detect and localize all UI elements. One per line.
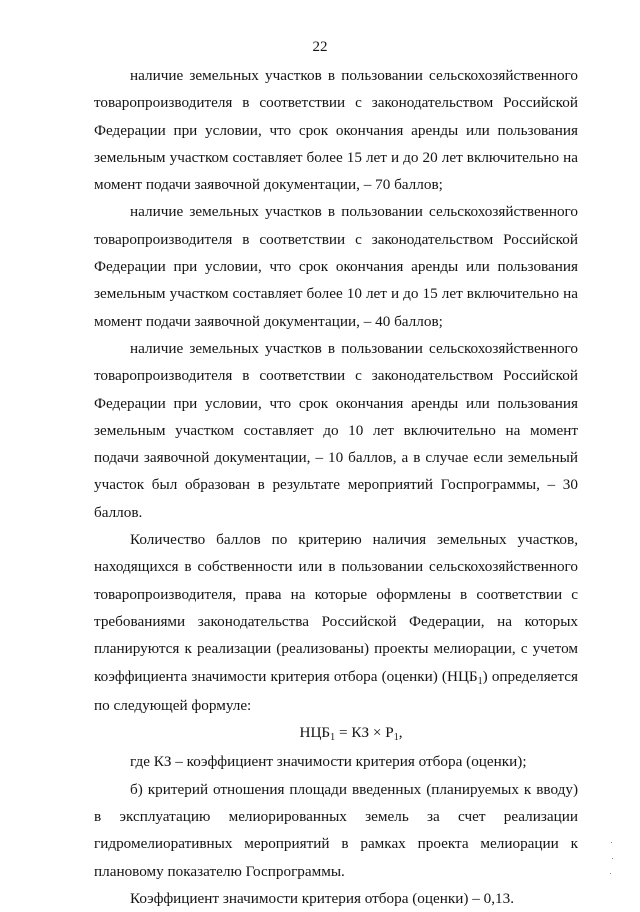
formula-lhs-subscript: 1 xyxy=(330,732,336,744)
criterion-b: б) критерий отношения площади введенных (планируемых к вводу) в эксплуатацию мелиорированных земель за счет реализации гидромелиоративных мероприятий в рамках проекта мелиорации к плановому показателю Госпрограммы. xyxy=(94,780,578,880)
scan-speck xyxy=(610,873,611,874)
coefficient-line: Коэффициент значимости критерия отбора (оценки) – 0,13. xyxy=(130,889,515,907)
paragraph-land-10-15: наличие земельных участков в пользовании сельскохозяйственного товаропроизводителя в соответствии с законодательством Российской Федерации при условии, что срок окончания аренды или пользования земельным участком составляет более 10 лет и до 15 лет включительно на момент подачи заявочной документации, – 40 баллов; xyxy=(94,203,578,330)
formula-rhs: = КЗ × Р xyxy=(335,724,394,742)
formula-lhs: НЦБ xyxy=(299,724,331,742)
paragraph-land-upto-10: наличие земельных участков в пользовании сельскохозяйственного товаропроизводителя в соответствии с законодательством Российской Федерации при условии, что срок окончания аренды или пользования земельным участком составляет до 10 лет включительно на момент подачи заявочной документации, – 10 баллов, а в случае если земельный участок был образован в результате мероприятий Госпрограммы, – 30 баллов. xyxy=(94,339,578,521)
document-body xyxy=(94,62,578,912)
formula-tail: , xyxy=(398,724,403,742)
scan-speck xyxy=(611,842,612,843)
formula xyxy=(94,719,578,748)
scan-specks xyxy=(610,840,614,880)
where-line: где КЗ – коэффициент значимости критерия отбора (оценки); xyxy=(130,753,527,771)
ncb-subscript: 1 xyxy=(477,675,483,687)
scan-speck xyxy=(612,858,613,859)
formula-rhs-subscript: 1 xyxy=(393,732,399,744)
paragraph-points-quantity-text: Количество баллов по критерию наличия земельных участков, находящихся в собственности или в пользовании сельскохозяйственного товаропроизводителя, права на которые оформлены в соответствии с требованиями законодательства Российской Федерации, на которых планируются к реализации (реализованы) проекты мелиорации, с учетом коэффициента значимости критерия отбора (оценки) (НЦБ xyxy=(94,531,578,685)
paragraph-points-quantity xyxy=(94,526,578,719)
page-number: 22 xyxy=(312,39,328,55)
paragraph-land-15-20: наличие земельных участков в пользовании сельскохозяйственного товаропроизводителя в соответствии с законодательством Российской Федерации при условии, что срок окончания аренды или пользования земельным участком составляет более 15 лет и до 20 лет включительно на момент подачи заявочной документации, – 70 баллов; xyxy=(94,67,578,194)
paragraph-points-quantity-tail: ) определяется по следующей формуле: xyxy=(94,667,578,714)
